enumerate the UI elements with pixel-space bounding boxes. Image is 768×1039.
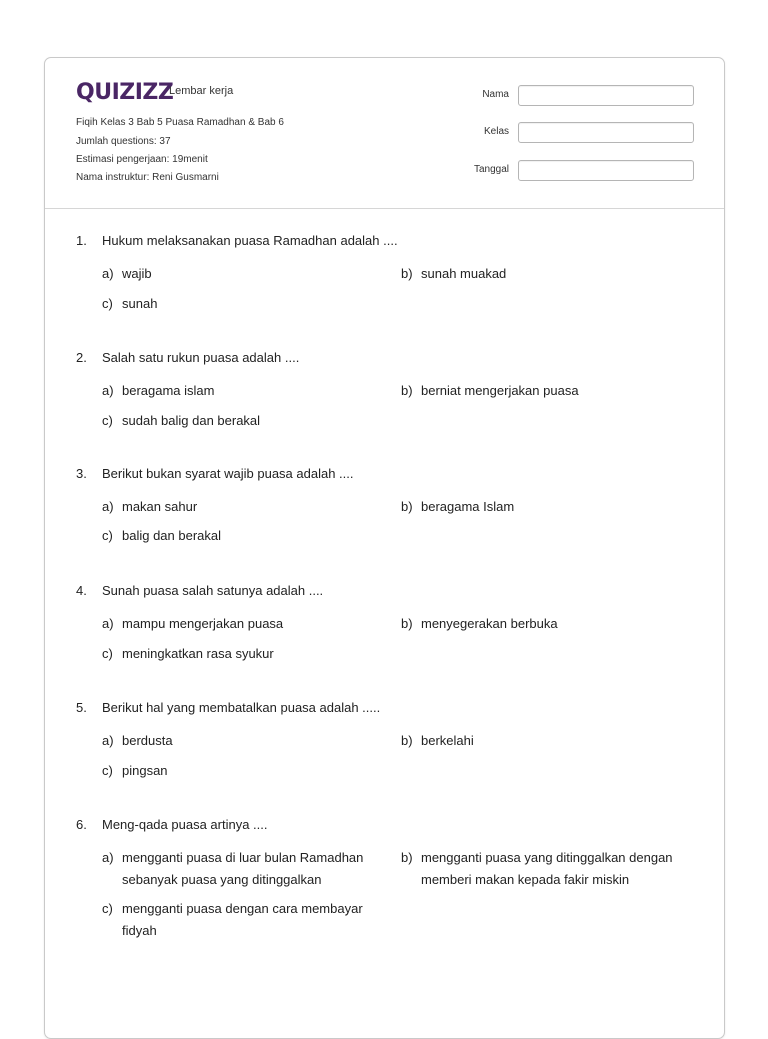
question-number: 4.: [76, 583, 87, 598]
option-letter: b): [401, 616, 413, 631]
option-letter: c): [102, 901, 113, 916]
option-b[interactable]: [401, 613, 691, 635]
date-field-label: Tanggal: [473, 164, 509, 175]
option-b[interactable]: [401, 496, 691, 518]
name-field-label: Nama: [482, 89, 509, 100]
option-text: pingsan: [122, 763, 168, 778]
option-text: makan sahur: [122, 499, 198, 514]
option-b[interactable]: [401, 263, 691, 285]
option-b[interactable]: [401, 380, 691, 402]
question-number: 3.: [76, 466, 87, 481]
option-letter: b): [401, 733, 413, 748]
question-text: Berikut hal yang membatalkan puasa adalah .....: [102, 700, 381, 715]
question-number: 5.: [76, 700, 87, 715]
option-letter: a): [102, 499, 114, 514]
option-text: mampu mengerjakan puasa: [122, 616, 284, 631]
option-b[interactable]: [401, 847, 691, 891]
instructor-name: Nama instruktur: Reni Gusmarni: [76, 172, 219, 183]
option-letter: c): [102, 646, 113, 661]
option-c[interactable]: [102, 293, 392, 315]
option-text: sunah: [122, 296, 158, 311]
option-c[interactable]: [102, 643, 392, 665]
option-letter: b): [401, 383, 413, 398]
option-text: sunah muakad: [421, 266, 507, 281]
option-a[interactable]: [102, 730, 392, 752]
option-c[interactable]: [102, 525, 392, 547]
option-letter: c): [102, 763, 113, 778]
option-a[interactable]: [102, 613, 392, 635]
option-c[interactable]: [102, 898, 382, 942]
option-text: berkelahi: [421, 733, 474, 748]
option-text: mengganti puasa di luar bulan Ramadhan sebanyak puasa yang ditinggalkan: [122, 850, 364, 887]
option-text: mengganti puasa yang ditinggalkan dengan memberi makan kepada fakir miskin: [421, 850, 673, 887]
worksheet-title: Fiqih Kelas 3 Bab 5 Puasa Ramadhan & Bab 6: [76, 117, 284, 128]
option-letter: b): [401, 850, 413, 865]
question-text: Hukum melaksanakan puasa Ramadhan adalah ....: [102, 233, 398, 248]
option-a[interactable]: [102, 496, 392, 518]
option-text: berniat mengerjakan puasa: [421, 383, 579, 398]
question-text: Berikut bukan syarat wajib puasa adalah ....: [102, 466, 354, 481]
option-text: balig dan berakal: [122, 528, 222, 543]
option-letter: a): [102, 266, 114, 281]
option-letter: a): [102, 850, 114, 865]
option-a[interactable]: [102, 847, 382, 891]
option-text: sudah balig dan berakal: [122, 413, 261, 428]
name-input[interactable]: [518, 85, 694, 106]
class-input[interactable]: [518, 122, 694, 143]
option-c[interactable]: [102, 410, 392, 432]
option-text: beragama Islam: [421, 499, 515, 514]
option-a[interactable]: [102, 263, 392, 285]
option-letter: b): [401, 499, 413, 514]
option-letter: b): [401, 266, 413, 281]
option-text: menyegerakan berbuka: [421, 616, 558, 631]
question-number: 6.: [76, 817, 87, 832]
option-letter: c): [102, 413, 113, 428]
option-b[interactable]: [401, 730, 691, 752]
worksheet-header: [45, 58, 724, 209]
question-text: Sunah puasa salah satunya adalah ....: [102, 583, 324, 598]
question-number: 1.: [76, 233, 87, 248]
worksheet-page: [44, 57, 725, 1039]
option-c[interactable]: [102, 760, 392, 782]
worksheet-type-label: Lembar kerja: [169, 85, 234, 97]
class-field-label: Kelas: [483, 126, 509, 137]
quizizz-logo: QUIZIZZ: [76, 80, 174, 105]
question-text: Meng-qada puasa artinya ....: [102, 817, 268, 832]
option-letter: c): [102, 528, 113, 543]
option-text: beragama islam: [122, 383, 215, 398]
option-letter: a): [102, 616, 114, 631]
option-letter: a): [102, 733, 114, 748]
estimated-time: Estimasi pengerjaan: 19menit: [76, 154, 208, 165]
option-letter: a): [102, 383, 114, 398]
question-count: Jumlah questions: 37: [76, 136, 171, 147]
question-number: 2.: [76, 350, 87, 365]
option-a[interactable]: [102, 380, 392, 402]
option-text: berdusta: [122, 733, 173, 748]
option-text: meningkatkan rasa syukur: [122, 646, 274, 661]
option-text: mengganti puasa dengan cara membayar fidyah: [122, 901, 363, 938]
option-letter: c): [102, 296, 113, 311]
question-text: Salah satu rukun puasa adalah ....: [102, 350, 300, 365]
option-text: wajib: [122, 266, 152, 281]
date-input[interactable]: [518, 160, 694, 181]
